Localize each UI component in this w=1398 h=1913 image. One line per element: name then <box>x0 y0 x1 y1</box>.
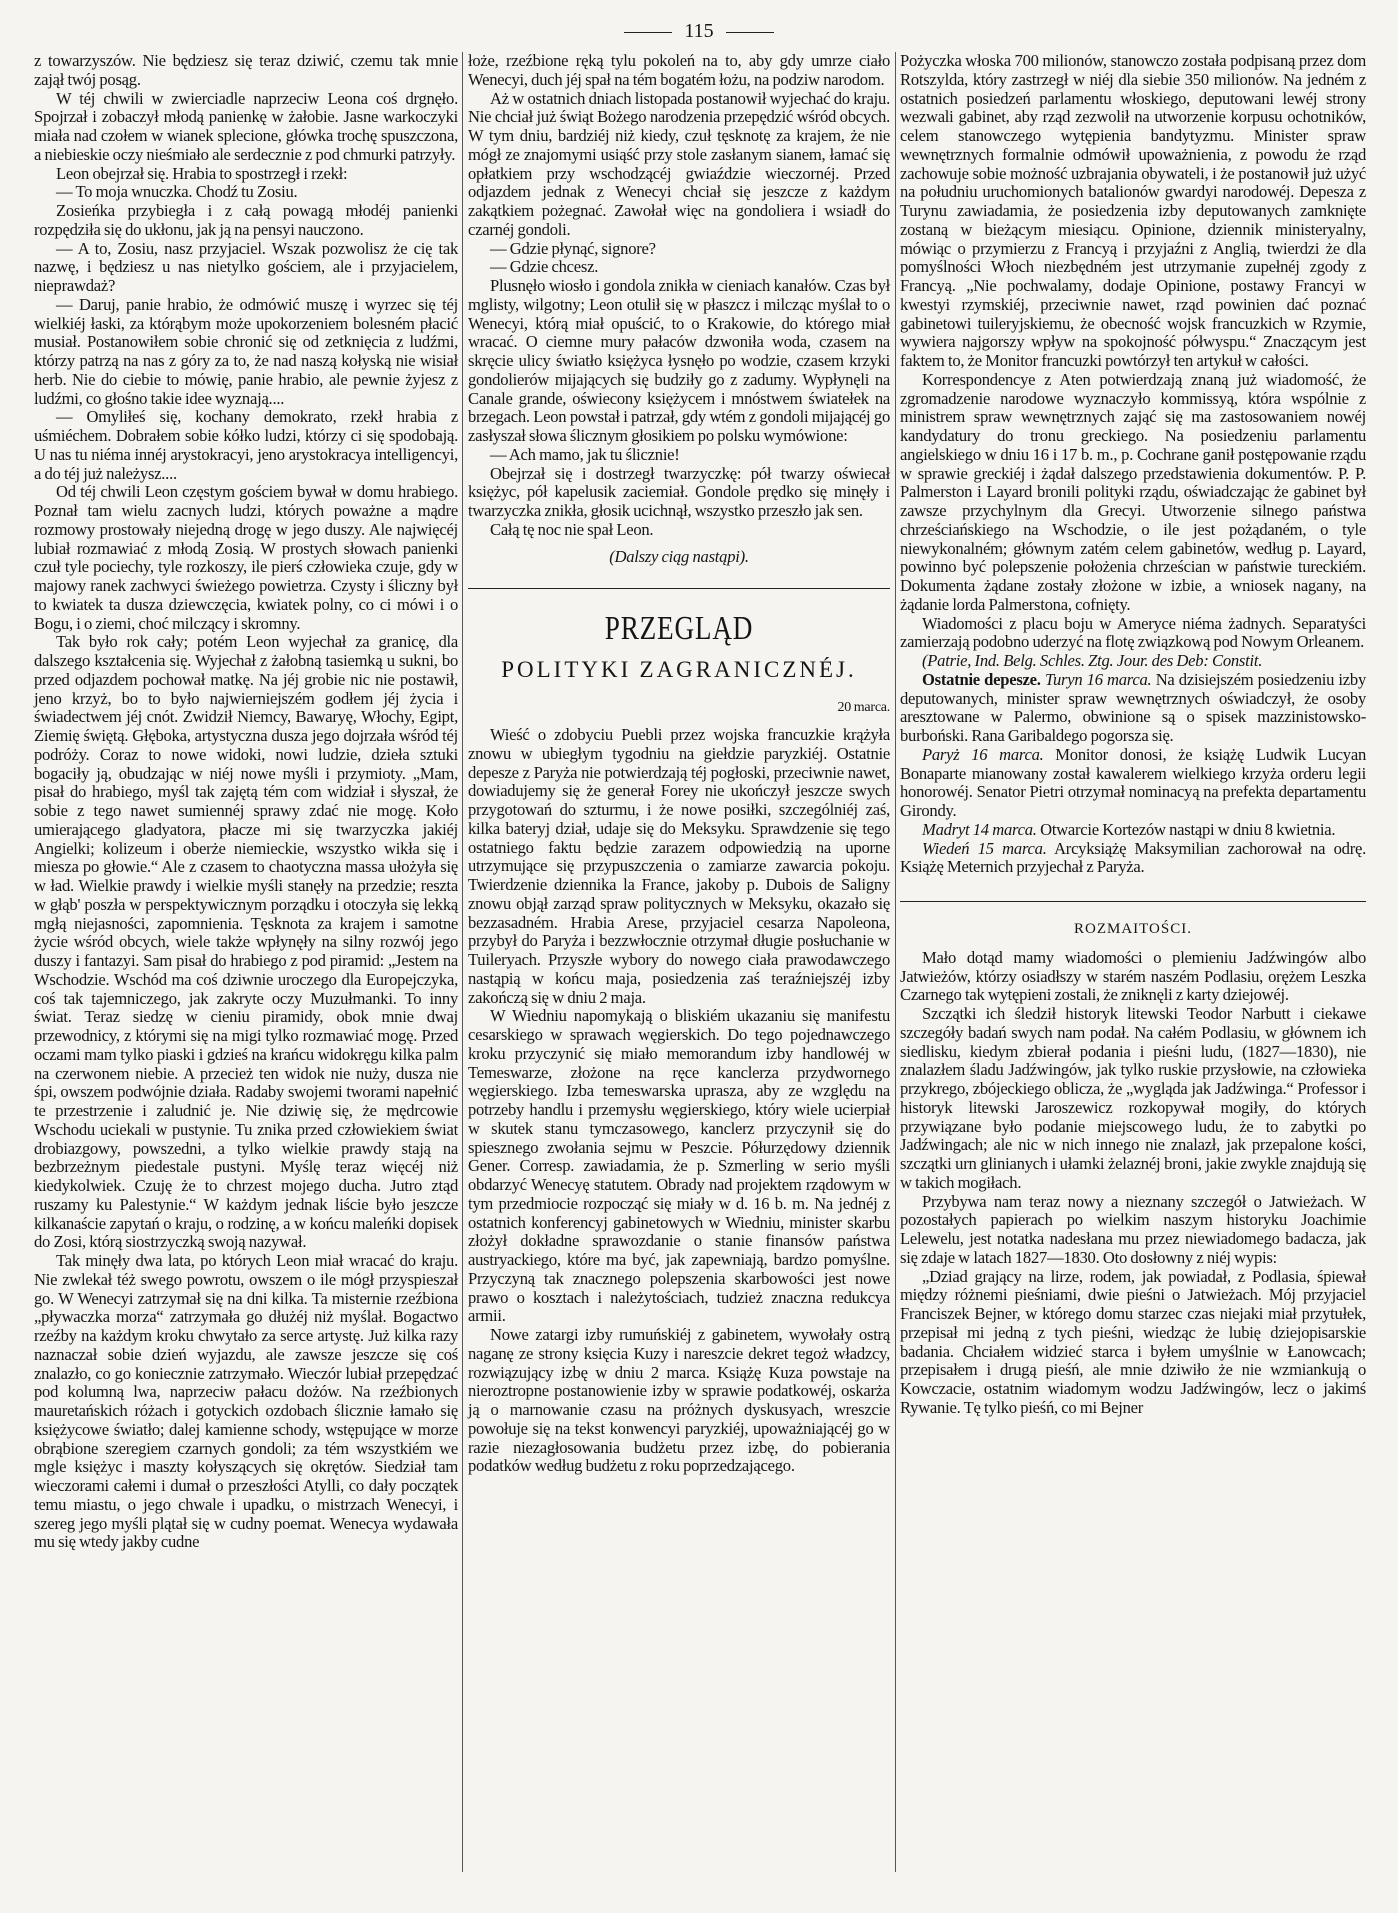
paragraph: — To moja wnuczka. Chodź tu Zosiu. <box>56 182 298 202</box>
latest-dispatches <box>900 671 1366 877</box>
paragraph: Leon obejrzał się. Hrabia to spostrzegł i rzekł: <box>56 163 348 183</box>
column-1-story <box>34 52 458 1552</box>
section-divider <box>900 901 1366 902</box>
paragraph: — Daruj, panie hrabio, że odmówić muszę i wyrzec się téj wielkiéj łaski, za którąbym może upokorzeniem bolesném płacić musiał. Postanowiłem sobie chronić się od zetknięcia z ludźmi, którzy patrzą na nas z góry za to, że nad naszą kołyską nie wisiał herb. Nie do ciebie to mówię, panie hrabio, ale pewnie żyjesz z ludźmi, co głośno takie idee wyznają.... <box>34 294 458 408</box>
paragraph: Wieść o zdobyciu Puebli przez wojska francuzkie krążyła znowu w ubiegłym tygodniu na giełdzie paryzkiéj. Ostatnie depesze z Paryża nie potwierdzają téj pogłoski, przeciwnie nawet, dowiadujemy się że generał Forey nie ukończył jeszcze swych przygotowań do szturmu, i że nowe posiłki, szczególniéj zaś, kilka bateryj dział, udaje się do Meksyku. Sprawdzenie się tego ostatniego faktu będzie zarazem odpowiedzią na uporne utrzymujące się przypuszczenia o zamiarze zawarcia pokoju. Twierdzenie dziennika la France, jakoby p. Dubois de Saligny znowu objął zarząd spraw politycznych w Meksyku, okazało się bezzasadném. Hrabia Arese, przyjaciel cesarza Napoleona, przybył do Paryża i bezzwłocznie otrzymał długie posłuchanie w Tuileryach. Przyszłe wybory do nowego ciała prawodawczego nastąpią w końcu maja, posiedzenia zaś teraźniejszéj izby zakończą się w dniu 2 maja. <box>468 725 890 1007</box>
paragraph: Szczątki ich śledził historyk litewski Teodor Narbutt i ciekawe szczegóły badań swych nam podał. Na całém Podlasiu, w głównem ich siedlisku, kiedym zbierał podania i pieśni ludu, (1827—1830), nie znalazłem śladu Jadźwingów, jak tylko ruskie przysłowie, na człowieka przykrego, zbójeckiego oblicza, że „wygląda jak Jadźwinga.“ Professor i historyk litewski Jaroszewicz rozkopywał mogiły, do których przywiązane było podanie miejscowego ludu, że to zabytki po Jadźwingach; ale nic w nich innego nie znalazł, jak przepalone kości, szczątki urn glinianych i ułamki żelaznéj broni, jakie zwykle znajdują się w takich mogiłach. <box>900 1004 1366 1192</box>
paragraph: Przybywa nam teraz nowy a nieznany szczegół o Jatwieżach. W pozostałych papierach po wielkim naszym historyku Joachimie Lelewelu, jest notatka nadesłana mu przez niewiadomego badacza, jak się zdaje w latach 1827—1830. Oto dosłowny z niéj wypis: <box>900 1191 1366 1267</box>
paragraph: Pożyczka włoska 700 milionów, stanowczo została podpisaną przez dom Rotszylda, który zastrzegł w niéj dla siebie 350 milionów. Na jedném z ostatnich posiedzeń parlamentu włoskiego, deputowani lewéj strony wezwali gabinet, aby rząd zezwolił na utworzenie korpusu ochotników, celem stanowczego wytępienia bandytyzmu. Minister spraw wewnętrznych formalnie odmówił upoważnienia, z powodu że rząd zachowuje sobie możność uzbrajania obywateli, i że postanowił już użyć na południu uruchomionych batalionów gwardyi narodowéj. Depesza z Turynu zawiadamia, że posiedzenia izby deputowanych zamknięte zostaną w bieżącym miesiącu. Opinione, dziennik ministeryalny, mówiąc o przymierzu z Francyą i przyjaźni z Anglią, twierdzi że dla pomyślności Włoch niezbędném jest utrzymanie zupełnéj zgody z Francyą. „Nie pochwalamy, dodaje Opinione, postawy Francyi w kwestyi rzymskiéj, przeciwnie nawet, rząd powinien dać poznać gabinetowi tuileryjskiemu, że obecność wojsk francuzkich w Rzymie, wywiera najgorszy wpływ na spokojność półwyspu.“ Znaczącym jest faktem to, że Monitor francuzki powtórzył ten artykuł w całości. <box>900 51 1366 370</box>
column-2 <box>468 52 890 1476</box>
page-number <box>0 20 1398 43</box>
review-date: 20 marca. <box>837 700 890 716</box>
dispatch <box>900 746 1366 821</box>
dispatch-dateline: Turyn 16 marca. <box>1044 669 1152 689</box>
misc-heading: ROZMAITOŚCI. <box>1074 921 1192 937</box>
column-3 <box>900 52 1366 1418</box>
dispatch-text: Monitor donosi, że książę Ludwik Lucyan Bonaparte mianowany został kawalerem wielkiego krzyża orderu legii honorowéj. Senator Pietri otrzymał nominacyą na prefekta departamentu Girondy. <box>900 744 1366 820</box>
foreign-review-continued <box>900 52 1366 652</box>
dispatch-text: Arcyksiążę Maksymilian zachorował na odrę. Książę Meternich przyjechał z Paryża. <box>900 838 1366 877</box>
dispatch-text: Na dzisiejszém posiedzeniu izby deputowanych, minister spraw wewnętrznych oświadczył, że osoby aresztowane w Palermo, obwinione są o spisek mazzinistowsko-burboński. Rana Garibaldego pogorsza się. <box>900 669 1366 745</box>
paragraph: Aż w ostatnich dniach listopada postanowił wyjechać do kraju. Nie chciał już świąt Bożego narodzenia przepędzić wśród obcych. W tym dniu, bardziéj niż kiedy, czuł tęsknotę za krajem, że nie mógł ze znajomymi usiąść przy stole zasłanym sianem, łamać się opłatkiem przy wschodzącéj gwiaździe wieczornéj. Przed odjazdem jednak z Wenecyi chciał się jeszcze z każdym zakątkiem pożegnać. Zawołał więc na gondoliera i wsiadł do czarnéj gondoli. <box>468 88 890 239</box>
dispatch-dateline: Paryż 16 marca. <box>922 744 1044 764</box>
paragraph: łoże, rzeźbione ręką tylu pokoleń na to, aby gdy umrze ciało Wenecyi, duch jéj spał na tém bogatém łożu, na podziw narodom. <box>468 51 890 89</box>
paragraph: „Dziad grający na lirze, rodem, jak powiadał, z Podlasia, śpiewał między różnemi pieśniami, dwie pieśni o Jatwieżach. Mój przyjaciel Franciszek Bejner, w którego domu starzec czas niejaki miał przytułek, przepisał mi jedną z tych pieśni, wiedząc że lubię dziejopisarskie badania. Chciałem widzieć starca i byłem umyślnie w Łanowcach; przepisałem i drugą pieśń, ale mnie dziwiło że nie wzmiankują o Kowczacie, ostatnim wiadomym wodzu Jadźwingów, lecz o jakimś Rywanie. Tę tylko pieśń, co mi Bejner <box>900 1266 1366 1417</box>
section-divider <box>468 588 890 589</box>
dispatch <box>900 671 1366 746</box>
column-divider <box>895 52 896 1872</box>
foreign-review <box>468 726 890 1476</box>
paragraph: W Wiedniu napomykają o bliskiém ukazaniu się manifestu cesarskiego w sprawach węgierskich. Do tego pojednawczego kroku przyczynić się miało memorandum izby handlowéj w Temeswarze, złożone na ręce kanclerza przydwornego węgierskiego. Izba temeswarska uprasza, aby ze względu na potrzeby handlu i przemysłu węgierskiego, który wiele ucierpiał w skutek stanu tymczasowego, kanclerz przyczynił się do spiesznego zwołania sejmu w Peszcie. Półurzędowy dziennik Gener. Corresp. zawiadamia, że p. Szmerling w serio myśli obdarzyć Wenecyę statutem. Obrady nad projektem rządowym w tym przedmiocie rozpocząć się miały w d. 16 b. m. Na jednéj z ostatnich konferencyj gabinetowych w Wiedniu, minister skarbu złożył dokładne sprawozdanie o stanie finansów państwa austryackiego, które ma być, jak zapewniają, bardzo pomyślne. Przyczyną tak znacznego polepszenia skarbowości jest nowe prawo o kosztach i należytościach, tudzież znaczna redukcya armii. <box>468 1006 890 1326</box>
paragraph: Obejrzał się i dostrzegł twarzyczkę: pół twarzy oświecał księżyc, pół kapelusik zaciemiał. Gondole prędko się minęły i twarzyczka znikła, głosik ucichnął, wszystko przeszło jak sen. <box>468 463 890 520</box>
paragraph: — Gdzie płynąć, signore? <box>490 238 656 258</box>
paragraph: Nowe zatargi izby rumuńskiéj z gabinetem, wywołały ostrą naganę ze strony księcia Kuzy i nareszcie dekret tegoż władzcy, rozwiązujący izbę w dniu 2 marca. Książę Kuza powstaje na nieroztropne postanowienie izby w sprawie podatkowéj, oskarża ją o marnowanie czasu na próżnych dyskusyach, wreszcie powołuje się na tekst konwencyi paryzkiéj, upoważniającéj go w razie niezagłosowania budżetu przez izbę, do pobierania podatków według budżetu z roku poprzedzającego. <box>468 1325 890 1476</box>
dispatch-dateline: Wiedeń 15 marca. <box>922 838 1047 858</box>
paragraph: Mało dotąd mamy wiadomości o plemieniu Jadźwingów albo Jatwieżów, którzy osiadłszy w starém naszém Podlasiu, orężem Leszka Czarnego tak wytępieni zostali, że zniknęli z karty dziejowéj. <box>900 947 1366 1005</box>
paragraph: — Ach mamo, jak tu ślicznie! <box>490 444 680 464</box>
dispatch-text: Otwarcie Kortezów nastąpi w dniu 8 kwietnia. <box>1040 819 1336 839</box>
column-divider <box>462 52 463 1872</box>
paragraph: Korrespondencye z Aten potwierdzają znaną już wiadomość, że zgromadzenie narodowe wyznaczyło kommissyą, która wspólnie z ministrem spraw wewnętrznych zająć się ma zastosowaniem nowéj kandydatury do tronu greckiego. Na posiedzeniu parlamentu angielskiego w dniu 16 i 17 b. m., p. Cochrane ganił postępowanie rządu w sprawie greckiéj i żądał dalszego przedstawienia dokumentów. P. P. Palmerston i Layard bronili polityki rządu, oświadczając że gabinet był zawsze przychylnym dla Grecyi. Utworzenie silnego państwa chrześciańskiego na Wschodzie, o ile jest pożądaném, o tyle niewykonalném; głównym zatém celem gabinetów, według p. Layard, powinno być polepszenie położenia chrześcian w państwie tureckiém. Dokumenta żądane zostały złożone w izbie, a wniosek nagany, na żądanie lorda Palmerstona, cofnięty. <box>900 369 1366 614</box>
paragraph: W téj chwili w zwierciadle naprzeciw Leona coś drgnęło. Spojrzał i zobaczył młodą panienkę w żałobie. Jasne warkoczyki miała nad czołem w wianek splecione, główka trochę spuszczona, a niebieskie oczy nieśmiało ale serdecznie z pod chmurki patrzyły. <box>34 88 458 164</box>
review-subheading: POLITYKI ZAGRANICZNÉJ. <box>501 657 857 683</box>
paragraph: — Gdzie chcesz. <box>490 257 599 277</box>
dispatch <box>900 840 1366 878</box>
dispatch-dateline: Madryt 14 marca. <box>922 819 1037 839</box>
dispatch <box>900 821 1366 840</box>
review-heading: PRZEGLĄD <box>604 610 754 648</box>
paragraph: Plusnęło wiosło i gondola znikła w cieniach kanałów. Czas był mglisty, wilgotny; Leon otulił się w płaszcz i milcząc myślał to o Wenecyi, którą miał opuścić, to o Krakowie, do którego miał wracać. O ciemne mury pałaców dzwoniła woda, czasem na skręcie ulicy światło księżyca łysnęło po wodzie, czasem krzyki gondolierów mijających się budziły go z zadumy. Wypłynęli na Canale grande, oświecony księżycem i mnóstwem światełek na brzegach. Leon powstał i patrzał, gdy wtém z gondoli mijającéj go zasłyszał słowa ślicznym głosikiem po polsku wymówione: <box>468 276 890 445</box>
paragraph: Zosieńka przybiegła i z całą powagą młodéj panienki rozpędziła się do ukłonu, jak ją na pensyi nauczono. <box>34 201 458 239</box>
paragraph: — A to, Zosiu, nasz przyjaciel. Wszak pozwolisz że cię tak nazwę, i będziesz u nas nietylko gościem, ale i przyjacielem, nieprawdaż? <box>34 238 458 295</box>
story-continuation <box>468 52 890 540</box>
paragraph: Tak minęły dwa lata, po których Leon miał wracać do kraju. Nie zwlekał téż swego powrotu, owszem o ile mógł przyspieszał go. W Wenecyi zatrzymał się na dni kilka. Ta misternie rzeźbiona „pływaczka morza“ zatrzymała go dłużéj niż myślał. Bogactwo rzeźby na każdym kroku chwytało za serce artystę. Już kilka razy naznaczał sobie dzień wyjazdu, ale zawsze jeszcze się coś znalazło, co go koniecznie zatrzymało. Wieczór lubiał przepędzać pod kolumną lwa, naprzeciw pałacu dożów. Na rzeźbionych mauretańskich różach i gotyckich ozdobach ślicznie łamało się księżycowe światło; dalej kamienne schody, wstępujące w morze obrąbione szeregiem czarnych gondoli; za tém wszystkiém we mgle księżyc i maszty kołyszących się okrętów. Siedział tam wieczorami całemi i dumał o przeszłości Atylli, co dały początek temu miastu, o jego chwale i upadku, o mistrzach Wenecyi, i szereg jego myśli plątał się w cudny poemat. Wenecya wydawała mu się wtedy jakby cudne <box>34 1251 458 1552</box>
paragraph: z towarzyszów. Nie będziesz się teraz dziwić, czemu tak mnie zajął twój posąg. <box>34 51 458 89</box>
dispatch-heading: Ostatnie depesze. <box>922 669 1041 689</box>
paragraph: Tak było rok cały; potém Leon wyjechał za granicę, dla dalszego kształcenia się. Wyjechał z żałobną tasiemką u sukni, bo przed odjazdem pochował matkę. Na jéj grobie nic nie postawił, jeno krzyż, bo to było najwierniejszém godłem jéj życia i świadectwem jéj cnót. Zwidził Niemcy, Bawaryę, Włochy, Egipt, Ziemię świętą. Głęboka, artystyczna dusza jego dojrzała wśród téj podróży. Coraz to nowe widoki, nowi ludzie, dzieła sztuki bogaciły ją, obudzając w niéj nowe myśli i przymioty. „Mam, pisał do hrabiego, myśl tak zajętą tém com widział i słyszał, że sobie z tego nawet sumiennéj sprawy zdać nie mogę. Koło umierającego gladyatora, płacze mi się twarzyczka jakiéj Angielki; kolizeum i oberże niemieckie, wszystko wikła się i miesza po głowie.“ Ale z czasem to chaotyczna massa ułożyła się w ład. Wielkie prawdy i wielkie myśli stanęły na przedzie; reszta w głąb' poszła w perspektywicznym porządku i otoczyła się lekką mgłą niejasności, zapomnienia. Tęsknota za krajem i samotne życie wśród obcych, wiele także wpłynęły na silny rozwój jego duszy i fantazyi. Sam pisał do hrabiego z pod piramid: „Jestem na Wschodzie. Wschód ma coś dziwnie uroczego dla Europejczyka, coś tak tajemniczego, jak zakryte oczy Muzułmanki. To inny świat. Teraz siedzę w cieniu piramidy, obok mnie dwaj przewodnicy, z którymi się na migi tylko rozmawiać mogę. Przed oczami mam tylko piaski i gdzieś na krańcu widokręgu kilka palm na czerwonem niebie. A przecież ten widok nie nuży, dusza nie śpi, owszem podwójnie działa. Radaby swojemi tworami napełnić te przestrzenie i zaludnić je. Nie dziwię się, że mędrcowie Wschodu uciekali w pustynie. Tu znika przed człowiekiem świat drobiazgowy, powszedni, a tylko wielkie prawdy stają na bezbrzeżnym piedestale pustyni. Myślę teraz więcéj niż kiedykolwiek. Czuję że to chrzest mojego ducha. Jutro ztąd ruszamy ku Palestynie.“ W każdym jednak liście było jeszcze kilkanaście zapytań o kraju, o rodzinę, a w końcu maleńki dopisek do Zosi, którą siostrzyczką swoją nazywał. <box>34 632 458 1252</box>
continued-note: (Dalszy ciąg nastąpi). <box>609 546 749 566</box>
miscellany <box>900 949 1366 1418</box>
sources-note: (Patrie, Ind. Belg. Schles. Ztg. Jour. des Deb: Constit. <box>922 651 1263 670</box>
paragraph: — Omyliłeś się, kochany demokrato, rzekł hrabia z uśmiéchem. Dobrałem sobie kółko ludzi, którzy ci się spodobają. U nas tu niéma innéj arystokracyi, jeno arystokracya intelligencyi, a do téj już należysz.... <box>34 407 458 483</box>
paragraph: Całą tę noc nie spał Leon. <box>490 519 654 539</box>
page-number-text: 115 <box>684 20 714 42</box>
paragraph: Wiadomości z placu boju w Ameryce niéma żadnych. Separatyści zamierzają podobno uderzyć na flotę związkową pod Nowym Orleanem. <box>900 613 1366 652</box>
paragraph: Od téj chwili Leon częstym gościem bywał w domu hrabiego. Poznał tam wielu zacnych ludzi, których poważne a mądre rozmowy prostowały niejedną drogę w jego duszy. Ale najwięcéj lubiał rozmawiać z młodą Zosią. W prostych słowach panienki czuł tyle pociechy, tyle rozkoszy, ile pierś człowieka czuje, gdy w majowy ranek zachwyci świeżego powietrza. Czysty i śliczny był to kwiatek ta dusza dziewczęcia, kwiatek polny, co ci mówi i o Bogu, i o ziemi, choć milczący i skromny. <box>34 482 458 633</box>
